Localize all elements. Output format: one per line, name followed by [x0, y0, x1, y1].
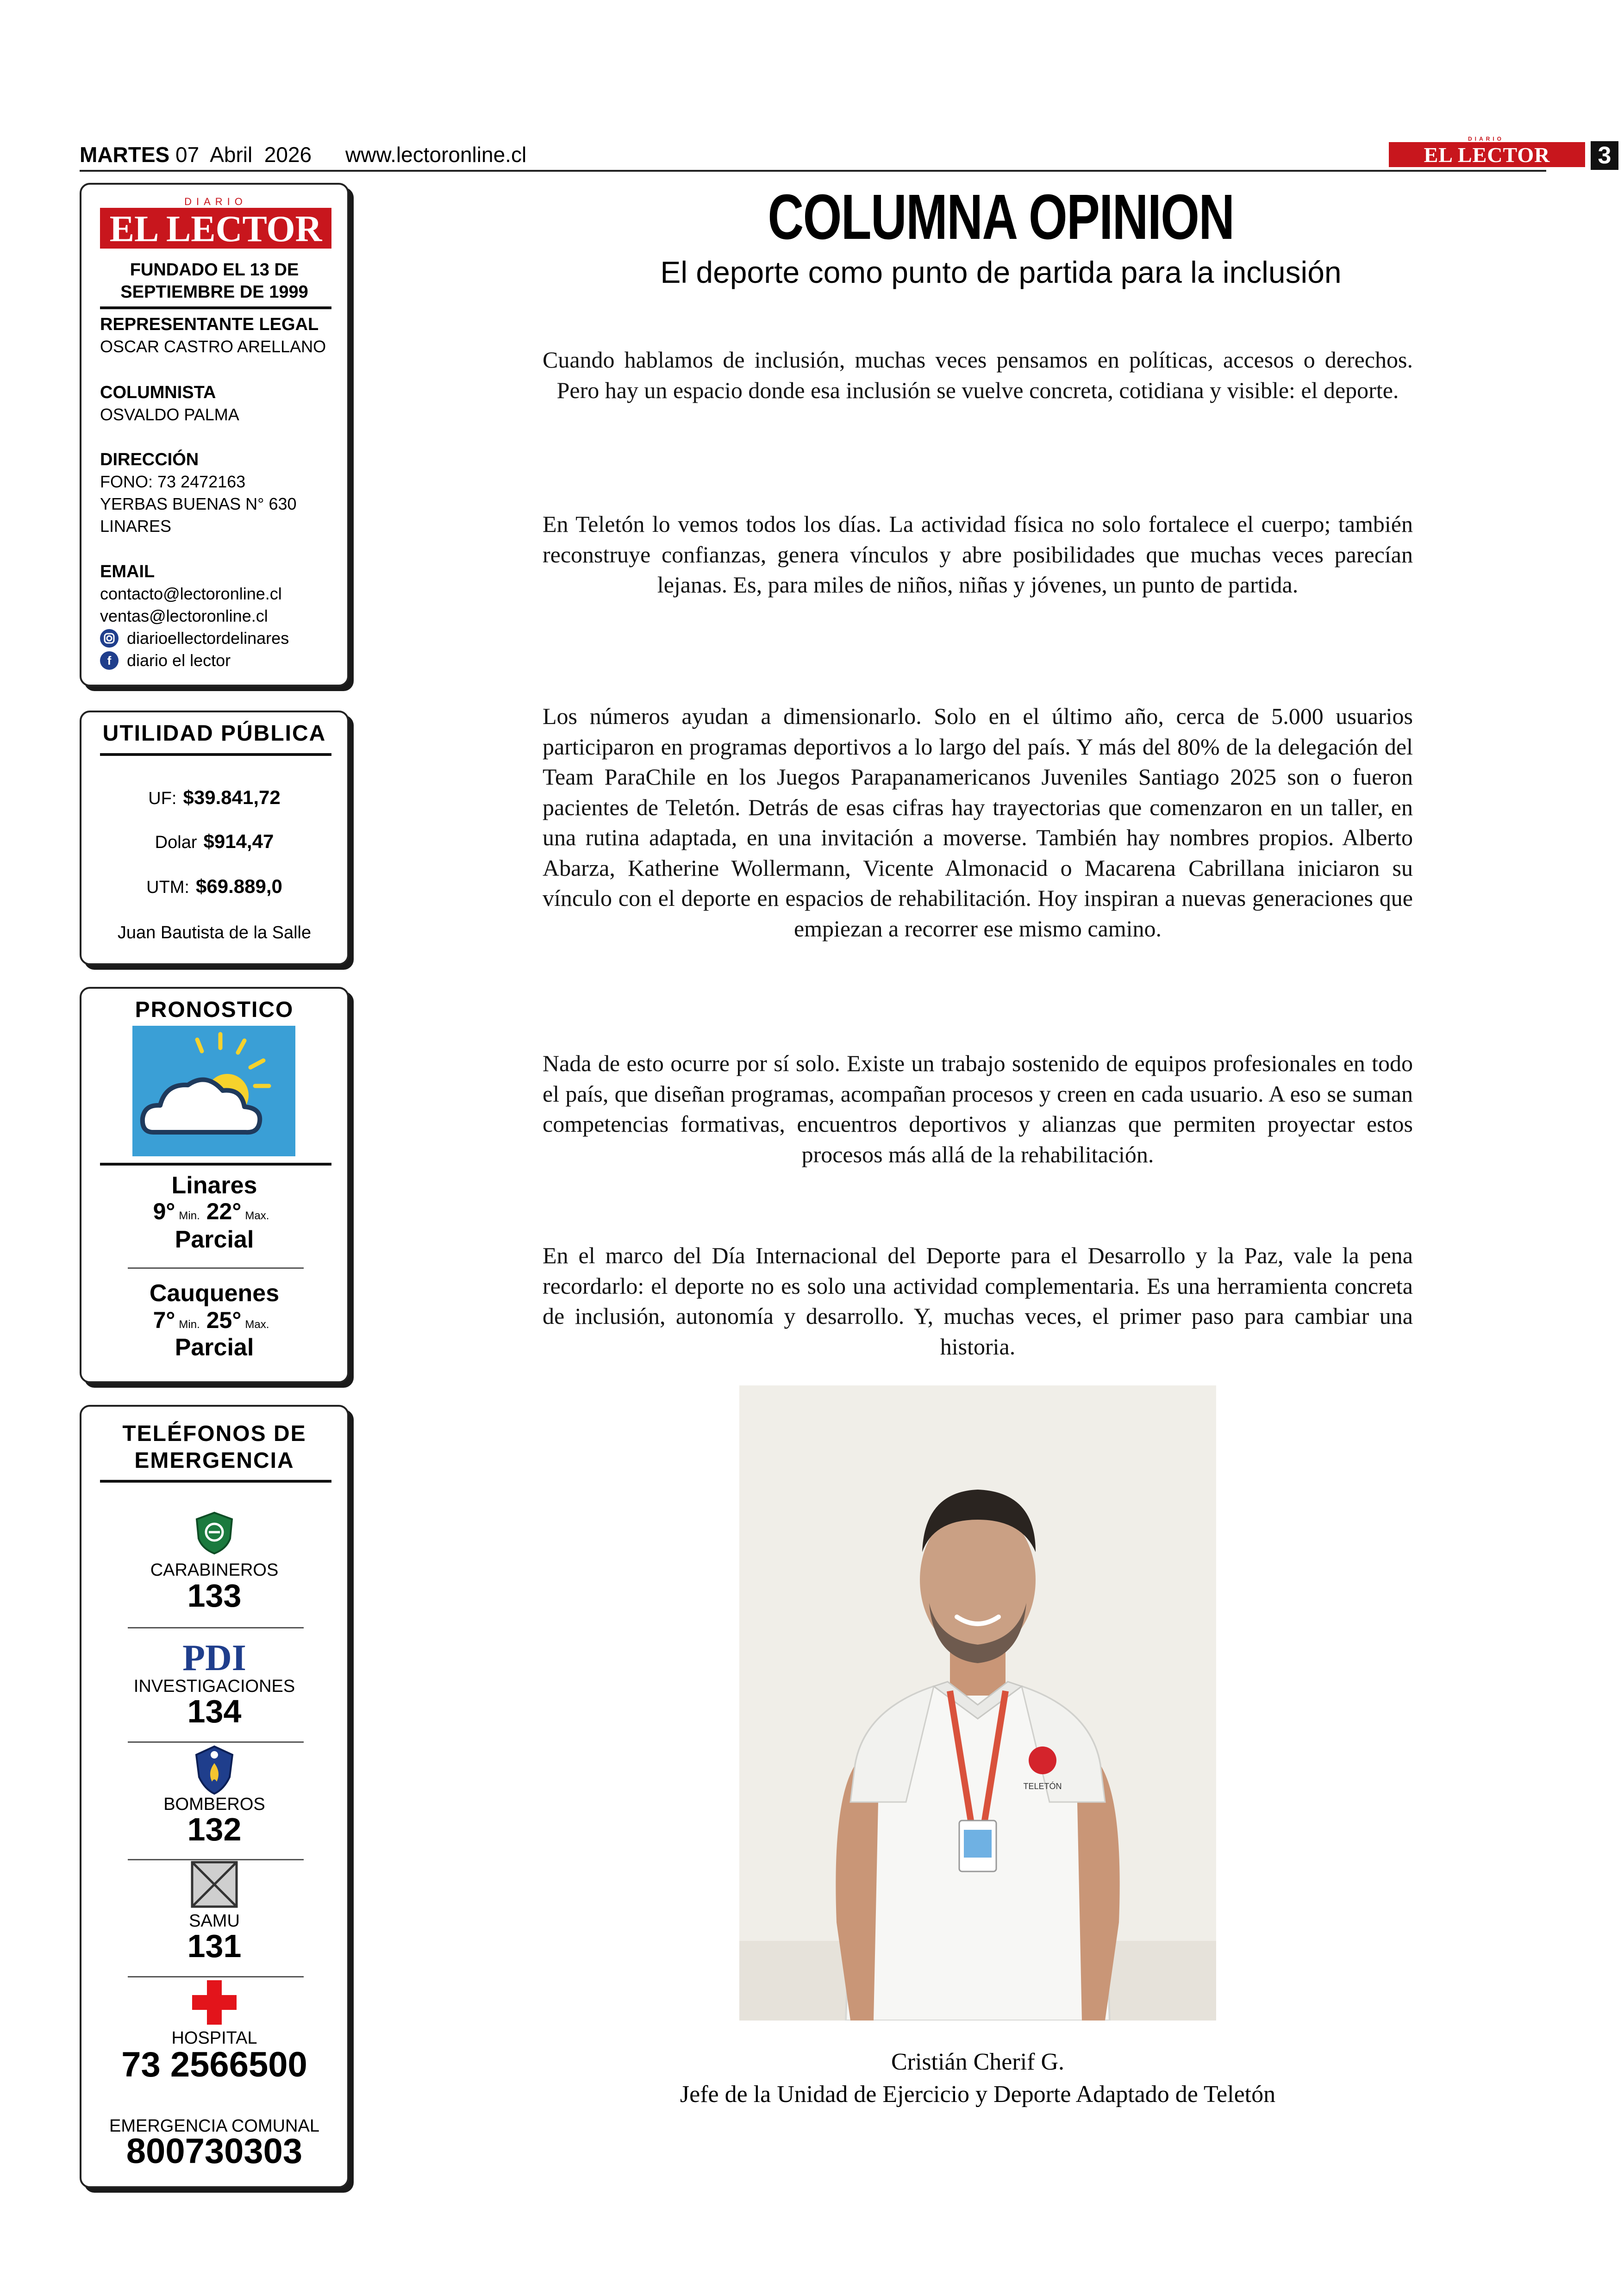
article-paragraph-3: Los números ayudan a dimensionarlo. Solo en el último año, cerca de 5.000 usuarios participaron en programas deportivos a lo largo del país. Y más del 80% de la delegación del Team ParaChile en los Juegos Parapanamericanos Juveniles Santiago 2025 son o fueron pacientes de Teletón. Detrás de esas cifras hay trayectorias que comenzaron en un taller, en una rutina adaptada, en una invitación a moverse. También hay nombres propios. Alberto Abarza, Katherine Wollermann, Vicente Almonacid o Macarena Cabrillana iniciaron su vínculo con el deporte en espacios de rehabilitación. Hoy inspiran a nuevas generaciones que empiezan a recorrer ese mismo camino.	[543, 703, 1413, 942]
forecast-temps-linares: 9° Min. 22° Max.	[153, 1198, 269, 1224]
samu-label: SAMU	[189, 1911, 240, 1931]
utm-row: UTM: $69.889,0	[146, 875, 282, 897]
shirt-logo-text: TELETÓN	[1023, 1782, 1062, 1791]
municipal-emergency-label: EMERGENCIA COMUNAL	[109, 2116, 319, 2136]
uf-row: UF: $39.841,72	[148, 786, 281, 808]
founded-text: FUNDADO EL 13 DE SEPTIEMBRE DE 1999	[120, 260, 308, 302]
address: DIRECCIÓN FONO: 73 2472163 YERBAS BUENAS N° 630 LINARES	[100, 450, 297, 536]
bomberos-number[interactable]: 132	[187, 1811, 242, 1847]
pdi-label: INVESTIGACIONES	[133, 1677, 295, 1696]
pdi-number[interactable]: 134	[187, 1693, 242, 1729]
bomberos-badge-icon	[194, 1745, 235, 1798]
site-url[interactable]: www.lectoronline.cl	[345, 143, 527, 167]
partly-cloudy-icon	[132, 1026, 295, 1156]
samu-placeholder-icon	[190, 1860, 238, 1911]
dollar-row: Dolar $914,47	[155, 830, 274, 852]
facebook-link[interactable]: f diario el lector	[100, 649, 341, 672]
forecast-title: PRONOSTICO	[135, 998, 294, 1022]
columnist: COLUMNISTA OSVALDO PALMA	[100, 383, 239, 424]
utility-title: UTILIDAD PÚBLICA	[102, 721, 326, 746]
masthead-box	[80, 183, 349, 686]
article-paragraph-4: Nada de esto ocurre por sí solo. Existe un trabajo sostenido de equipos profesionales en todo el país, que diseñan programas, acompañan procesos y creen en cada usuario. A eso se suman competencias formativas, encuentros deportivos y alianzas que permiten proyectar estos procesos más allá de la rehabilitación.	[543, 1050, 1413, 1167]
emergency-phones-box	[80, 1405, 349, 2188]
instagram-link[interactable]: diarioellectordelinares	[100, 627, 341, 649]
author-role: Jefe de la Unidad de Ejercicio y Deporte Adaptado de Teletón	[680, 2081, 1276, 2108]
article-headline: El deporte como punto de partida para la inclusión	[660, 255, 1342, 289]
article-paragraph-1: Cuando hablamos de inclusión, muchas veces pensamos en políticas, accesos o derechos. Pero hay un espacio donde esa inclusión se vuelve concreta, cotidiana y visible: el deporte.	[543, 347, 1413, 403]
email-contact[interactable]: contacto@lectoronline.cl	[100, 584, 282, 603]
pdi-logo: PDI	[182, 1638, 246, 1678]
legal-rep: REPRESENTANTE LEGAL OSCAR CASTRO ARELLANO	[100, 315, 326, 356]
forecast-state-cauquenes: Parcial	[175, 1334, 254, 1361]
instagram-icon	[100, 629, 119, 648]
carabineros-shield-icon	[192, 1511, 237, 1558]
forecast-city-cauquenes: Cauquenes	[149, 1280, 280, 1307]
forecast-city-linares: Linares	[171, 1172, 257, 1199]
carabineros-label: CARABINEROS	[150, 1560, 279, 1580]
carabineros-number[interactable]: 133	[187, 1578, 242, 1614]
issue-date: MARTES 07 Abril 2026	[80, 143, 312, 167]
hospital-number[interactable]: 73 2566500	[121, 2045, 307, 2084]
saint-of-day: Juan Bautista de la Salle	[117, 923, 312, 942]
page-header	[80, 136, 1612, 172]
forecast-box	[80, 987, 349, 1383]
page-number: 3	[1591, 141, 1618, 170]
hospital-label: HOSPITAL	[171, 2028, 257, 2048]
author-photo	[739, 1385, 1216, 2021]
emergency-title: TELÉFONOS DE EMERGENCIA	[122, 1422, 306, 1473]
article-paragraph-2: En Teletón lo vemos todos los días. La actividad física no solo fortalece el cuerpo; también reconstruye confianzas, genera vínculos y abre posibilidades que muchas veces parecían lejanas. Es, para miles de niños, niñas y jóvenes, un punto de partida.	[543, 511, 1413, 598]
author-name: Cristián Cherif G.	[891, 2049, 1065, 2075]
forecast-state-linares: Parcial	[175, 1226, 254, 1253]
samu-number[interactable]: 131	[187, 1928, 242, 1964]
red-cross-icon	[191, 1979, 237, 2028]
forecast-temps-cauquenes: 7° Min. 25° Max.	[153, 1307, 269, 1333]
brand-logo: DIARIO EL LECTOR	[100, 208, 331, 249]
municipal-emergency-number[interactable]: 800730303	[126, 2132, 303, 2171]
article-paragraph-5: En el marco del Día Internacional del Deporte para el Desarrollo y la Paz, vale la pena recordarlo: el deporte no es solo una actividad complementaria. Es una herramienta concreta de inclusión, autonomía y desarrollo. Y, muchas veces, el primer paso para cambiar una historia.	[543, 1242, 1413, 1360]
email-sales[interactable]: ventas@lectoronline.cl	[100, 606, 268, 625]
contact: EMAIL contacto@lectoronline.cl ventas@lectoronline.cl diarioellectordelinares f diario el lector	[100, 561, 341, 672]
facebook-icon: f	[100, 651, 119, 670]
public-utility-box	[80, 711, 349, 965]
bomberos-label: BOMBEROS	[163, 1795, 265, 1814]
section-title: COLUMNA OPINION	[768, 181, 1234, 253]
brand-logo-small: DIARIO EL LECTOR	[1389, 142, 1585, 167]
